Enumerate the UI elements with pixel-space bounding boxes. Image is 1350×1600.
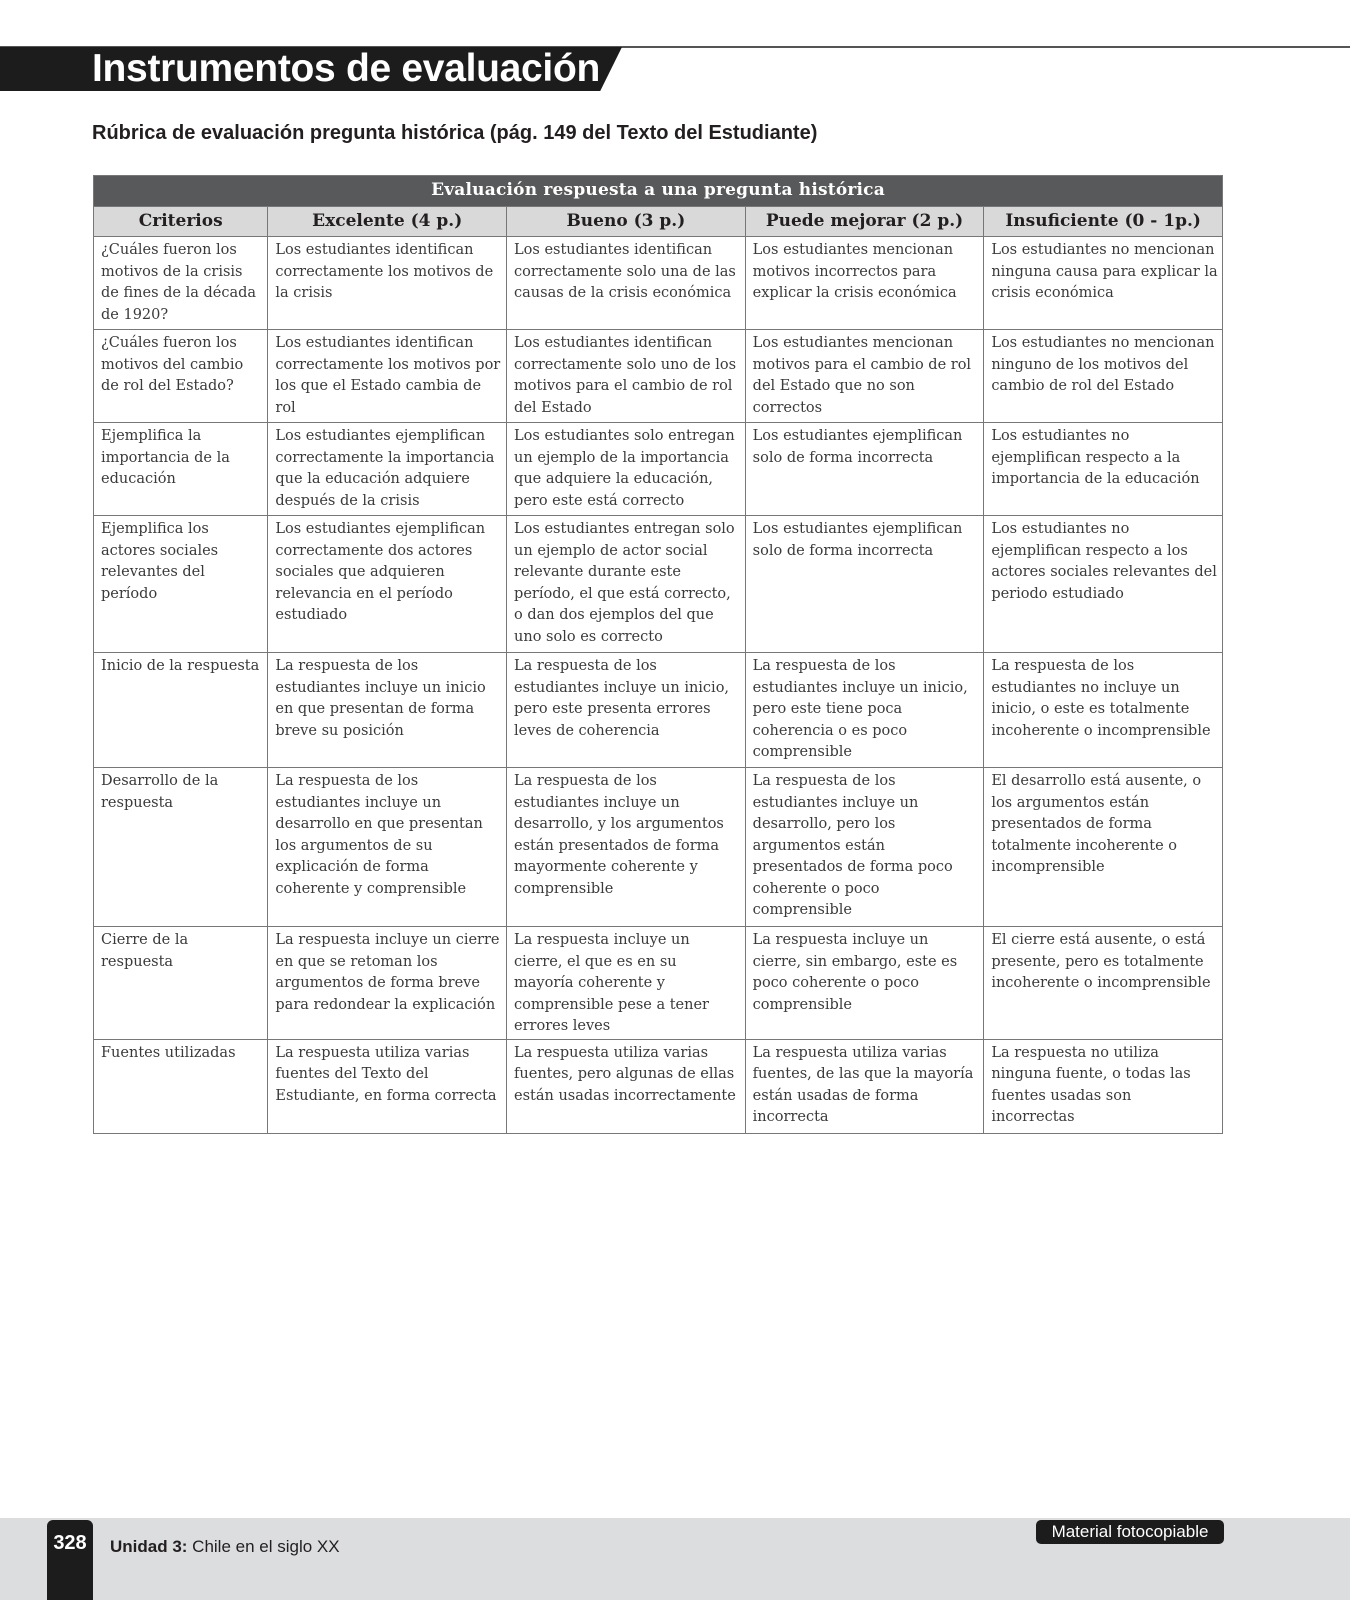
column-header-criterios: Criterios [94, 207, 268, 237]
unit-number: Unidad 3: [110, 1537, 188, 1556]
criterion-cell: Cierre de la respuesta [94, 927, 268, 1040]
photocopy-badge: Material fotocopiable [1036, 1520, 1224, 1544]
criterion-cell: Ejemplifica los actores sociales relevantes del período [94, 516, 268, 653]
excelente-cell: Los estudiantes identifican correctamente los motivos de la crisis [268, 237, 507, 330]
table-caption: Evaluación respuesta a una pregunta histórica [94, 176, 1223, 207]
insuficiente-cell: La respuesta de los estudiantes no incluye un inicio, o este es totalmente incoherente o incomprensible [984, 653, 1223, 768]
excelente-cell: La respuesta de los estudiantes incluye un inicio en que presentan de forma breve su posición [268, 653, 507, 768]
insuficiente-cell: Los estudiantes no ejemplifican respecto a los actores sociales relevantes del periodo estudiado [984, 516, 1223, 653]
insuficiente-cell: Los estudiantes no mencionan ninguna causa para explicar la crisis económica [984, 237, 1223, 330]
criterion-cell: Inicio de la respuesta [94, 653, 268, 768]
column-header-excelente: Excelente (4 p.) [268, 207, 507, 237]
table-row [94, 927, 1223, 1040]
bueno-cell: La respuesta de los estudiantes incluye un inicio, pero este presenta errores leves de coherencia [507, 653, 746, 768]
excelente-cell: La respuesta utiliza varias fuentes del Texto del Estudiante, en forma correcta [268, 1039, 507, 1133]
puede-mejorar-cell: La respuesta utiliza varias fuentes, de las que la mayoría están usadas de forma incorrecta [745, 1039, 984, 1133]
table-row [94, 1039, 1223, 1133]
criterion-cell: Ejemplifica la importancia de la educación [94, 423, 268, 516]
puede-mejorar-cell: La respuesta de los estudiantes incluye un inicio, pero este tiene poca coherencia o es poco comprensible [745, 653, 984, 768]
puede-mejorar-cell: La respuesta incluye un cierre, sin embargo, este es poco coherente o poco comprensible [745, 927, 984, 1040]
page-number: 328 [53, 1532, 87, 1554]
bueno-cell: Los estudiantes entregan solo un ejemplo de actor social relevante durante este período, el que está correcto, o dan dos ejemplos del que uno solo es correcto [507, 516, 746, 653]
insuficiente-cell: El desarrollo está ausente, o los argumentos están presentados de forma totalmente incoherente o incomprensible [984, 768, 1223, 927]
criterion-cell: Fuentes utilizadas [94, 1039, 268, 1133]
insuficiente-cell: El cierre está ausente, o está presente, pero es totalmente incoherente o incomprensible [984, 927, 1223, 1040]
page-title: Instrumentos de evaluación [92, 47, 600, 90]
criterion-cell: ¿Cuáles fueron los motivos del cambio de rol del Estado? [94, 330, 268, 423]
insuficiente-cell: Los estudiantes no mencionan ninguno de los motivos del cambio de rol del Estado [984, 330, 1223, 423]
table-caption-row [94, 176, 1223, 207]
bueno-cell: La respuesta de los estudiantes incluye un desarrollo, y los argumentos están presentados de forma mayormente coherente y comprensible [507, 768, 746, 927]
excelente-cell: Los estudiantes identifican correctamente los motivos por los que el Estado cambia de rol [268, 330, 507, 423]
insuficiente-cell: La respuesta no utiliza ninguna fuente, o todas las fuentes usadas son incorrectas [984, 1039, 1223, 1133]
rubric-subtitle: Rúbrica de evaluación pregunta histórica (pág. 149 del Texto del Estudiante) [92, 122, 818, 144]
rubric-table [93, 175, 1223, 1134]
puede-mejorar-cell: Los estudiantes ejemplifican solo de forma incorrecta [745, 423, 984, 516]
table-row [94, 237, 1223, 330]
bueno-cell: La respuesta utiliza varias fuentes, pero algunas de ellas están usadas incorrectamente [507, 1039, 746, 1133]
bueno-cell: Los estudiantes identifican correctamente solo una de las causas de la crisis económica [507, 237, 746, 330]
bueno-cell: La respuesta incluye un cierre, el que es en su mayoría coherente y comprensible pese a tener errores leves [507, 927, 746, 1040]
column-header-puede-mejorar: Puede mejorar (2 p.) [745, 207, 984, 237]
excelente-cell: Los estudiantes ejemplifican correctamente dos actores sociales que adquieren relevancia en el período estudiado [268, 516, 507, 653]
unit-name: Chile en el siglo XX [187, 1537, 340, 1556]
puede-mejorar-cell: Los estudiantes mencionan motivos para el cambio de rol del Estado que no son correctos [745, 330, 984, 423]
bueno-cell: Los estudiantes identifican correctamente solo uno de los motivos para el cambio de rol del Estado [507, 330, 746, 423]
criterion-cell: ¿Cuáles fueron los motivos de la crisis de fines de la década de 1920? [94, 237, 268, 330]
criterion-cell: Desarrollo de la respuesta [94, 768, 268, 927]
excelente-cell: Los estudiantes ejemplifican correctamente la importancia que la educación adquiere después de la crisis [268, 423, 507, 516]
table-row [94, 653, 1223, 768]
column-header-insuficiente: Insuficiente (0 - 1p.) [984, 207, 1223, 237]
table-row [94, 330, 1223, 423]
bueno-cell: Los estudiantes solo entregan un ejemplo de la importancia que adquiere la educación, pero este está correcto [507, 423, 746, 516]
column-header-row [94, 207, 1223, 237]
insuficiente-cell: Los estudiantes no ejemplifican respecto a la importancia de la educación [984, 423, 1223, 516]
column-header-bueno: Bueno (3 p.) [507, 207, 746, 237]
puede-mejorar-cell: Los estudiantes mencionan motivos incorrectos para explicar la crisis económica [745, 237, 984, 330]
excelente-cell: La respuesta incluye un cierre en que se retoman los argumentos de forma breve para redondear la explicación [268, 927, 507, 1040]
table-row [94, 516, 1223, 653]
table-row [94, 768, 1223, 927]
puede-mejorar-cell: La respuesta de los estudiantes incluye un desarrollo, pero los argumentos están presentados de forma poco coherente o poco comprensible [745, 768, 984, 927]
unit-label [110, 1537, 340, 1557]
table-row [94, 423, 1223, 516]
excelente-cell: La respuesta de los estudiantes incluye un desarrollo en que presentan los argumentos de su explicación de forma coherente y comprensible [268, 768, 507, 927]
puede-mejorar-cell: Los estudiantes ejemplifican solo de forma incorrecta [745, 516, 984, 653]
